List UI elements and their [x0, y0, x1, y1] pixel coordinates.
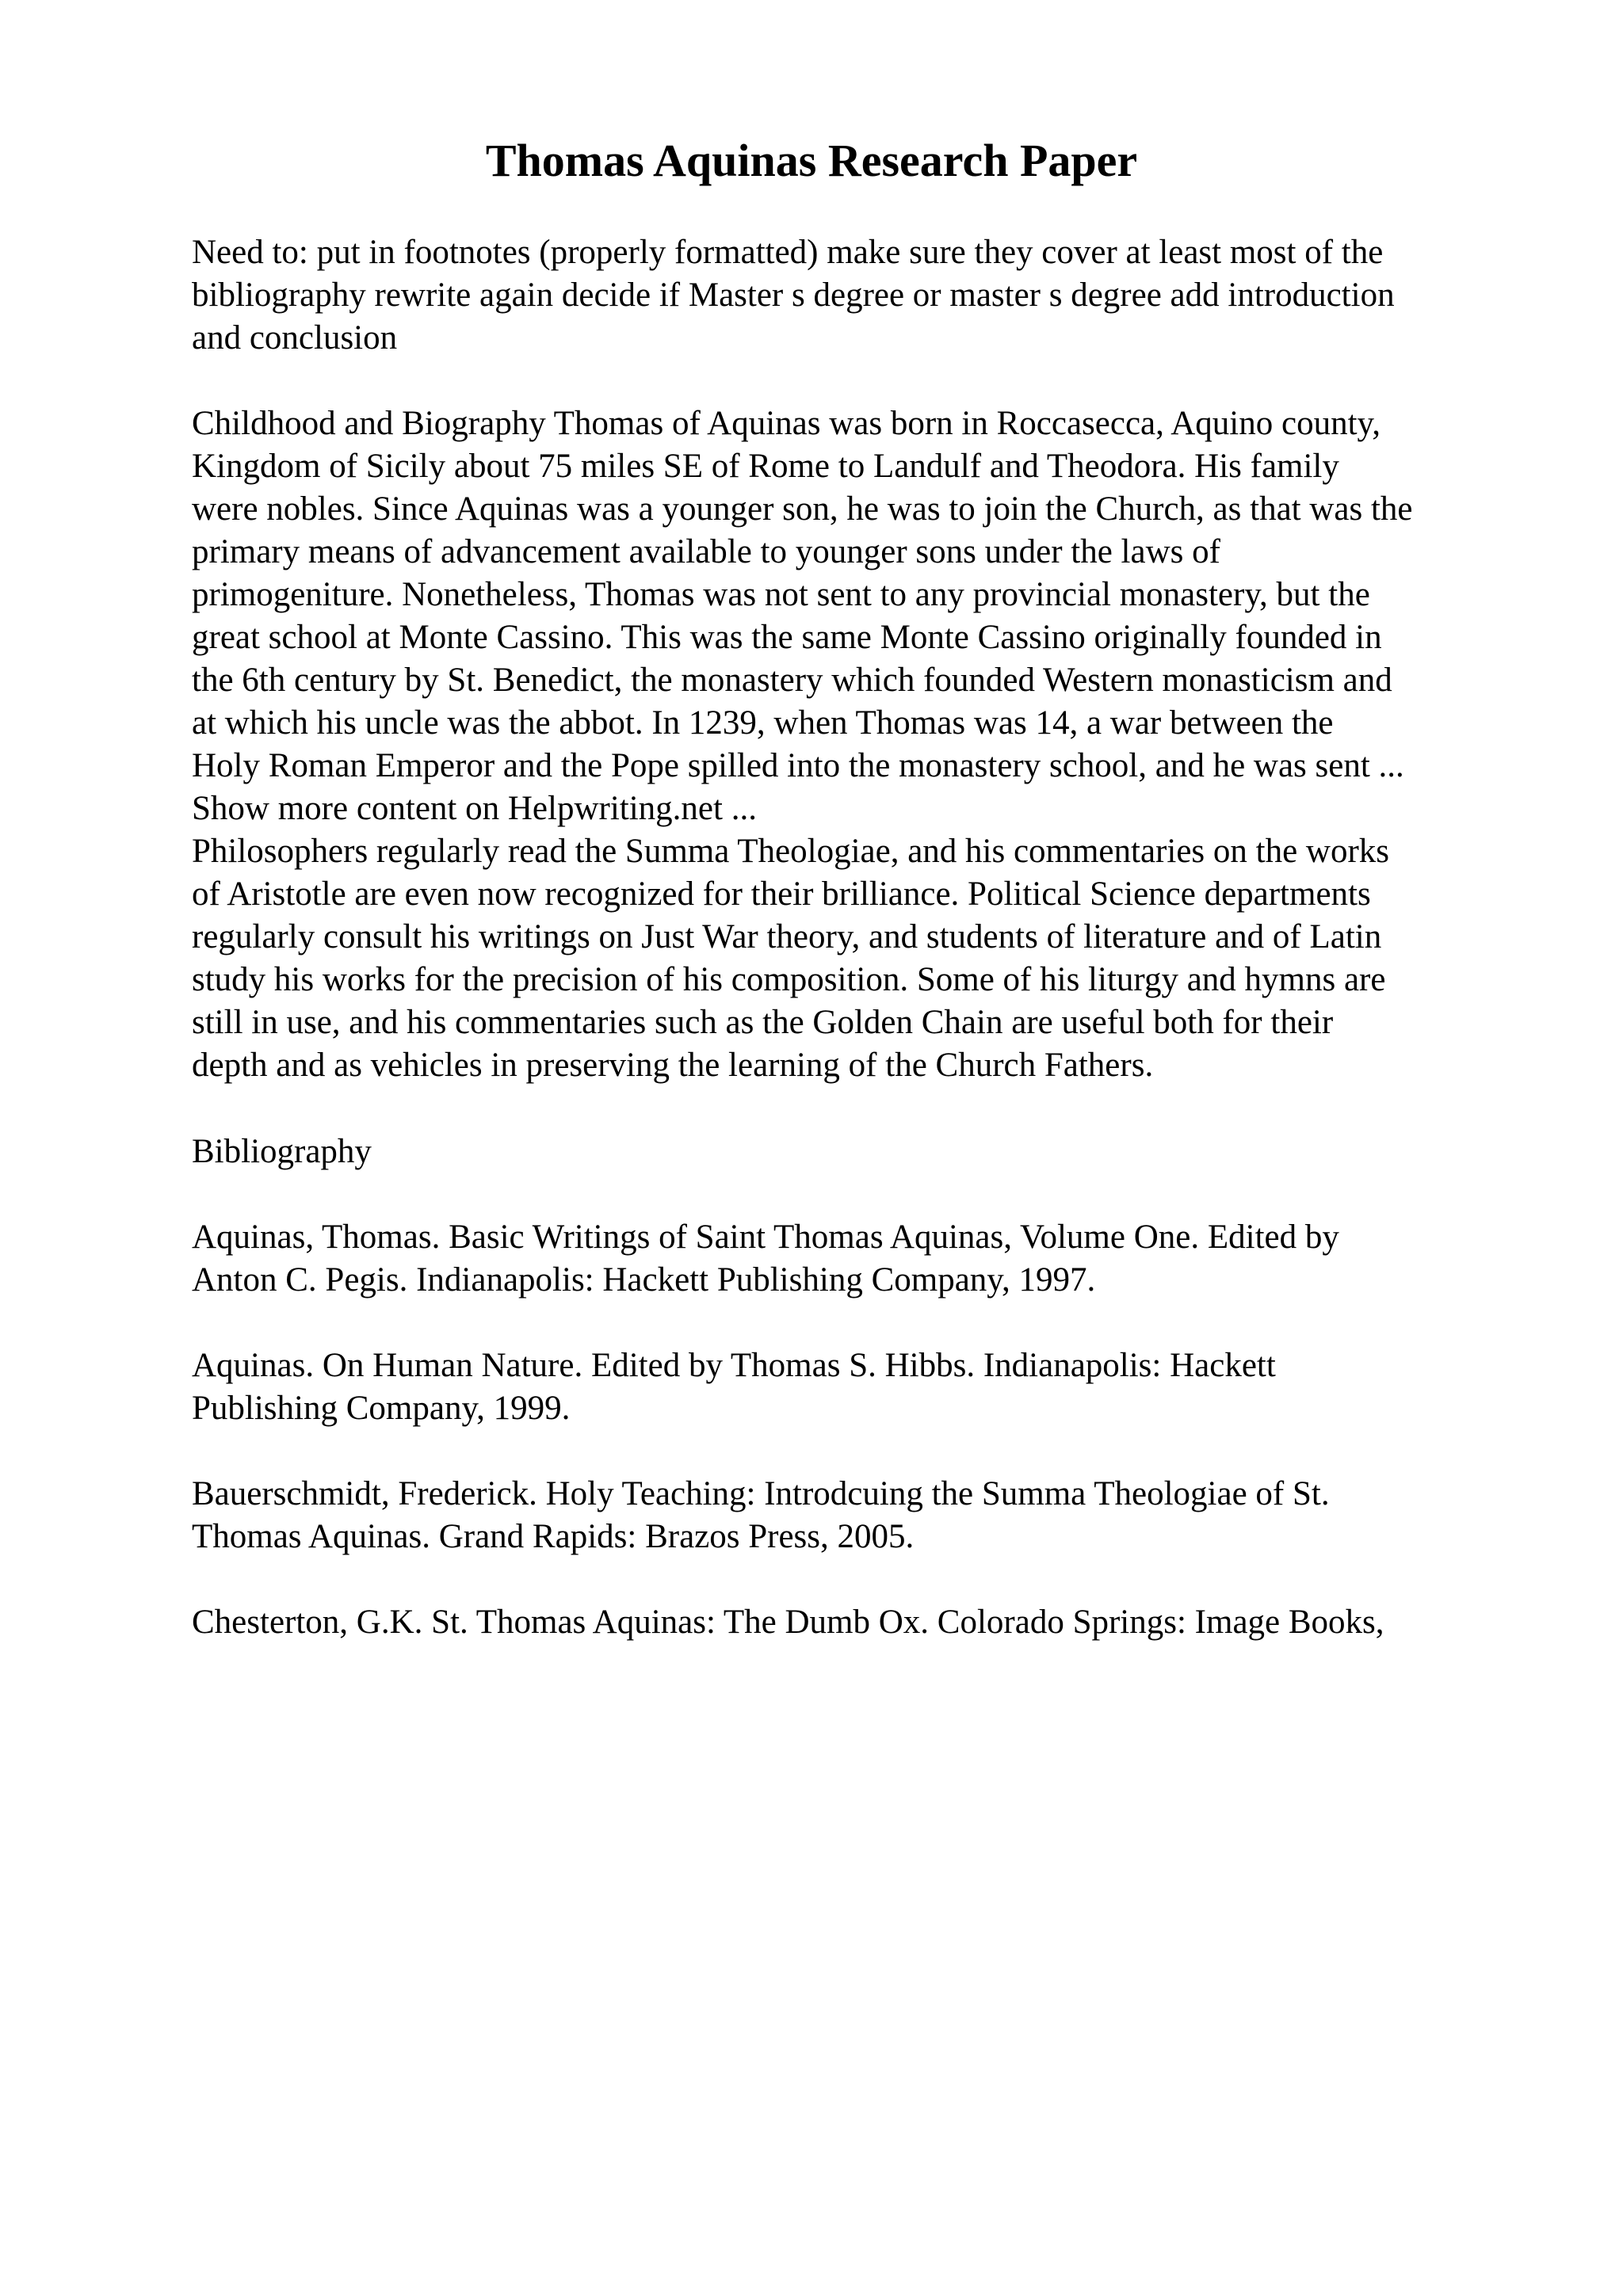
biography-line: regularly consult his writings on Just War theory, and students of literature and of Latin [192, 918, 1382, 955]
bibliography-entry-line: Anton C. Pegis. Indianapolis: Hackett Publishing Company, 1997. [192, 1261, 1096, 1299]
biography-line: of Aristotle are even now recognized for their brilliance. Political Science departments [192, 875, 1371, 913]
bibliography-entry-line: Bauerschmidt, Frederick. Holy Teaching: Introdcuing the Summa Theologiae of St. [192, 1475, 1330, 1512]
biography-line: Kingdom of Sicily about 75 miles SE of Rome to Landulf and Theodora. His family [192, 448, 1339, 485]
bibliography-entry [192, 1473, 1587, 1558]
page-title: Thomas Aquinas Research Paper [485, 135, 1138, 186]
bibliography-entry-line: Publishing Company, 1999. [192, 1390, 571, 1427]
biography-line: primary means of advancement available to younger sons under the laws of [192, 533, 1220, 570]
notes-line: Need to: put in footnotes (properly formatted) make sure they cover at least most of the [192, 234, 1384, 271]
biography-line: at which his uncle was the abbot. In 1239, when Thomas was 14, a war between the [192, 704, 1334, 742]
biography-line: Holy Roman Emperor and the Pope spilled into the monastery school, and he was sent ... [192, 747, 1404, 784]
biography-paragraph [192, 402, 1587, 1087]
bibliography-entry [192, 1216, 1587, 1302]
notes-line: bibliography rewrite again decide if Master s degree or master s degree add introduction [192, 277, 1395, 314]
bibliography-entry-line: Chesterton, G.K. St. Thomas Aquinas: The Dumb Ox. Colorado Springs: Image Books, [192, 1604, 1384, 1641]
bibliography-entry [192, 1601, 1587, 1644]
bibliography-entry-line: Aquinas, Thomas. Basic Writings of Saint Thomas Aquinas, Volume One. Edited by [192, 1219, 1339, 1256]
biography-line: primogeniture. Nonetheless, Thomas was not sent to any provincial monastery, but the [192, 576, 1370, 613]
notes-paragraph [192, 231, 1587, 360]
biography-line: still in use, and his commentaries such as the Golden Chain are useful both for their [192, 1004, 1334, 1041]
bibliography-entry-line: Thomas Aquinas. Grand Rapids: Brazos Press, 2005. [192, 1518, 915, 1555]
bibliography-heading-text: Bibliography [192, 1133, 372, 1170]
bibliography-entry-line: Aquinas. On Human Nature. Edited by Thomas S. Hibbs. Indianapolis: Hackett [192, 1347, 1276, 1384]
biography-line: Childhood and Biography Thomas of Aquinas was born in Roccasecca, Aquino county, [192, 405, 1381, 442]
bibliography-entry [192, 1344, 1587, 1430]
notes-line: and conclusion [192, 319, 398, 357]
biography-line: great school at Monte Cassino. This was the same Monte Cassino originally founded in [192, 619, 1382, 656]
biography-line: Philosophers regularly read the Summa Theologiae, and his commentaries on the works [192, 833, 1390, 870]
biography-line: depth and as vehicles in preserving the learning of the Church Fathers. [192, 1047, 1154, 1084]
show-more-link: Show more content on Helpwriting.net ... [192, 790, 757, 827]
biography-line: were nobles. Since Aquinas was a younger son, he was to join the Church, as that was the [192, 490, 1413, 528]
bibliography-heading [192, 1131, 1587, 1173]
biography-line: the 6th century by St. Benedict, the monastery which founded Western monasticism and [192, 662, 1392, 699]
biography-line: study his works for the precision of his composition. Some of his liturgy and hymns are [192, 961, 1386, 998]
